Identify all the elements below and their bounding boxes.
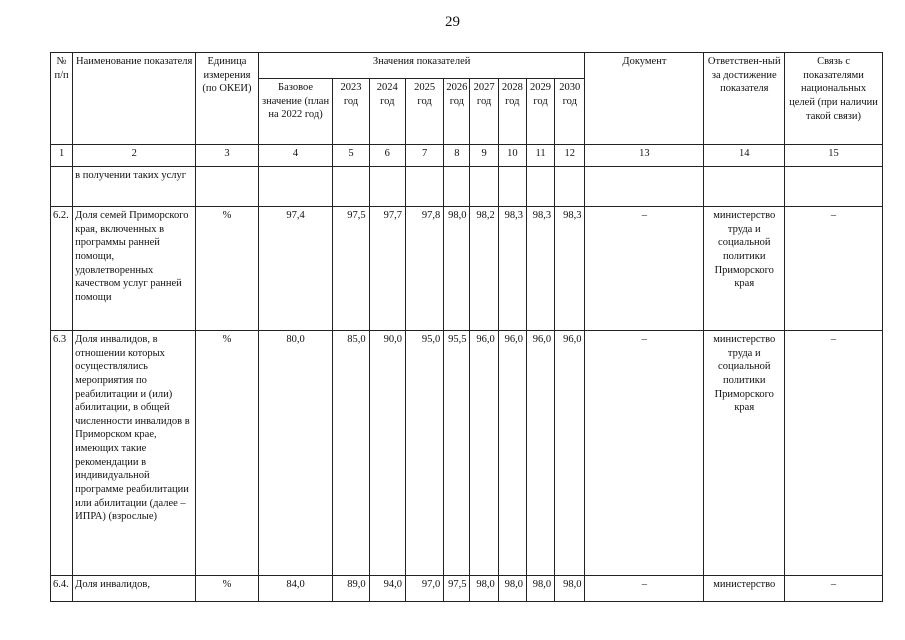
year-value: 95,0 xyxy=(405,331,443,576)
year-value: 95,5 xyxy=(444,331,470,576)
national-goal-link: – xyxy=(785,576,883,602)
column-number: 8 xyxy=(444,145,470,167)
column-number: 7 xyxy=(405,145,443,167)
column-number: 3 xyxy=(196,145,259,167)
year-value: 85,0 xyxy=(333,331,369,576)
base-value: 84,0 xyxy=(258,576,333,602)
cell-empty xyxy=(526,167,554,207)
year-value: 96,0 xyxy=(555,331,585,576)
column-number: 10 xyxy=(498,145,526,167)
year-value: 98,0 xyxy=(555,576,585,602)
header-year: 2029 год xyxy=(526,79,554,145)
cell-empty xyxy=(333,167,369,207)
year-value: 98,0 xyxy=(526,576,554,602)
year-value: 96,0 xyxy=(498,331,526,576)
indicator-name: Доля инвалидов, в отношении которых осуществлялись мероприятия по реабилитации и (или) абилитации, в общей численности инвалидов в Приморском крае, имеющих такие рекомендации в индивидуальной программе реабилитации или абилитации (далее – ИПРА) (взрослые) xyxy=(73,331,196,576)
national-goal-link: – xyxy=(785,331,883,576)
year-value: 98,3 xyxy=(498,207,526,331)
cell-empty xyxy=(369,167,405,207)
indicator-name: Доля инвалидов, xyxy=(73,576,196,602)
year-value: 98,0 xyxy=(470,576,498,602)
cell-empty xyxy=(585,167,704,207)
year-value: 98,3 xyxy=(555,207,585,331)
header-year: 2028 год xyxy=(498,79,526,145)
year-value: 98,3 xyxy=(526,207,554,331)
column-number-row xyxy=(51,145,883,167)
row-number: 6.4. xyxy=(51,576,73,602)
header-responsible: Ответствен-ный за достижение показателя xyxy=(704,53,785,145)
year-value: 96,0 xyxy=(526,331,554,576)
page-number: 29 xyxy=(445,14,460,30)
header-year: 2023 год xyxy=(333,79,369,145)
unit: % xyxy=(196,331,259,576)
year-value: 97,5 xyxy=(333,207,369,331)
header-base: Базовое значение (план на 2022 год) xyxy=(258,79,333,145)
unit: % xyxy=(196,207,259,331)
year-value: 97,8 xyxy=(405,207,443,331)
responsible: министерство труда и социальной политики Приморского края xyxy=(704,207,785,331)
responsible: министерство труда и социальной политики Приморского края xyxy=(704,331,785,576)
document: – xyxy=(585,207,704,331)
header-year: 2025 год xyxy=(405,79,443,145)
column-number: 6 xyxy=(369,145,405,167)
national-goal-link: – xyxy=(785,207,883,331)
table-row-continuation xyxy=(51,167,883,207)
column-number: 15 xyxy=(785,145,883,167)
column-number: 5 xyxy=(333,145,369,167)
column-number: 14 xyxy=(704,145,785,167)
row-number: 6.3 xyxy=(51,331,73,576)
base-value: 97,4 xyxy=(258,207,333,331)
indicators-table xyxy=(50,52,883,602)
column-number: 12 xyxy=(555,145,585,167)
header-year: 2030 год xyxy=(555,79,585,145)
cell-empty xyxy=(498,167,526,207)
table-row xyxy=(51,331,883,576)
cell-empty xyxy=(444,167,470,207)
header-document: Документ xyxy=(585,53,704,145)
table-row xyxy=(51,576,883,602)
year-value: 97,0 xyxy=(405,576,443,602)
cell-empty xyxy=(405,167,443,207)
column-number: 1 xyxy=(51,145,73,167)
cell-empty xyxy=(258,167,333,207)
header-year: 2026 год xyxy=(444,79,470,145)
year-value: 97,5 xyxy=(444,576,470,602)
document: – xyxy=(585,576,704,602)
row-number: 6.2. xyxy=(51,207,73,331)
header-name: Наименование показателя xyxy=(73,53,196,145)
indicator-name: Доля семей Приморского края, включенных в программы ранней помощи, удовлетворенных качеством услуг ранней помощи xyxy=(73,207,196,331)
year-value: 97,7 xyxy=(369,207,405,331)
header-link: Связь с показателями национальных целей (при наличии такой связи) xyxy=(785,53,883,145)
year-value: 98,0 xyxy=(444,207,470,331)
document: – xyxy=(585,331,704,576)
responsible: министерство xyxy=(704,576,785,602)
year-value: 90,0 xyxy=(369,331,405,576)
year-value: 89,0 xyxy=(333,576,369,602)
table-row xyxy=(51,207,883,331)
cell-empty xyxy=(785,167,883,207)
cell-empty xyxy=(470,167,498,207)
cell-empty xyxy=(196,167,259,207)
column-number: 11 xyxy=(526,145,554,167)
header-year: 2024 год xyxy=(369,79,405,145)
column-number: 13 xyxy=(585,145,704,167)
column-number: 9 xyxy=(470,145,498,167)
year-value: 98,2 xyxy=(470,207,498,331)
cell-empty xyxy=(555,167,585,207)
base-value: 80,0 xyxy=(258,331,333,576)
indicator-name: в получении таких услуг xyxy=(73,167,196,207)
column-number: 4 xyxy=(258,145,333,167)
header-row-top xyxy=(51,53,883,79)
year-value: 94,0 xyxy=(369,576,405,602)
header-num: № п/п xyxy=(51,53,73,145)
header-values-group: Значения показателей xyxy=(258,53,585,79)
column-number: 2 xyxy=(73,145,196,167)
year-value: 98,0 xyxy=(498,576,526,602)
unit: % xyxy=(196,576,259,602)
cell-empty xyxy=(704,167,785,207)
header-unit: Единица измерения (по ОКЕИ) xyxy=(196,53,259,145)
year-value: 96,0 xyxy=(470,331,498,576)
cell-empty xyxy=(51,167,73,207)
header-year: 2027 год xyxy=(470,79,498,145)
